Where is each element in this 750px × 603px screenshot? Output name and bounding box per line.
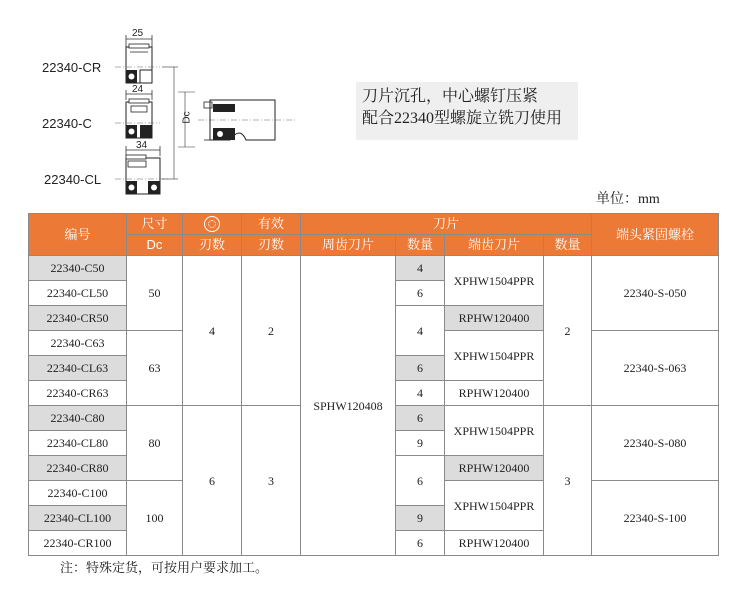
label-22340-cr: 22340-CR (42, 60, 102, 75)
qty2-cell: 3 (544, 406, 592, 556)
qty2-cell: 2 (544, 256, 592, 406)
flutes-cell: 6 (183, 406, 242, 556)
header-flutes: 刃数 (183, 235, 242, 256)
description-line-1: 刀片沉孔，中心螺钉压紧 (362, 88, 539, 105)
unit-label: 单位：mm (596, 192, 660, 207)
cl-cutter-drawing (115, 146, 168, 194)
spec-table (28, 213, 719, 556)
end-insert-cell: XPHW1504PPR (445, 406, 544, 456)
end-insert-cell: RPHW120400 (445, 456, 544, 481)
bolt-cell: 22340-S-063 (592, 331, 719, 406)
code-cell: 22340-C50 (29, 256, 127, 281)
c-cutter-drawing (115, 90, 160, 138)
qty1-cell: 6 (396, 406, 445, 431)
code-cell: 22340-CR80 (29, 456, 127, 481)
end-insert-cell: RPHW120400 (445, 531, 544, 556)
effective-cell: 2 (242, 256, 301, 406)
dc-cell: 80 (127, 406, 183, 481)
qty1-cell: 4 (396, 381, 445, 406)
qty1-cell: 9 (396, 506, 445, 531)
code-cell: 22340-CL100 (29, 506, 127, 531)
label-22340-c: 22340-C (42, 116, 92, 131)
header-size: 尺寸 (127, 214, 183, 235)
qty1-cell: 4 (396, 256, 445, 281)
flutes-cell: 4 (183, 256, 242, 406)
qty1-cell: 4 (396, 306, 445, 356)
code-cell: 22340-C63 (29, 331, 127, 356)
header-flutes-icon-cell (183, 214, 242, 235)
header-qty-2: 数量 (544, 235, 592, 256)
peripheral-cell: SPHW120408 (301, 256, 396, 556)
cutter-teeth-icon (204, 216, 220, 232)
code-cell: 22340-C80 (29, 406, 127, 431)
header-peripheral: 周齿刀片 (301, 235, 396, 256)
header-size-dc: Dc (127, 235, 183, 256)
header-code: 编号 (29, 214, 127, 256)
code-cell: 22340-C100 (29, 481, 127, 506)
bolt-cell: 22340-S-100 (592, 481, 719, 556)
qty1-cell: 6 (396, 456, 445, 506)
bolt-cell: 22340-S-080 (592, 406, 719, 481)
dim-cr-width: 25 (132, 28, 144, 39)
table-row (29, 256, 719, 281)
end-insert-cell: RPHW120400 (445, 306, 544, 331)
qty1-cell: 6 (396, 531, 445, 556)
qty1-cell: 9 (396, 431, 445, 456)
dc-cell: 63 (127, 331, 183, 406)
header-effective-flutes: 刃数 (242, 235, 301, 256)
effective-cell: 3 (242, 406, 301, 556)
end-insert-cell: XPHW1504PPR (445, 481, 544, 531)
code-cell: 22340-CR50 (29, 306, 127, 331)
header-effective: 有效 (242, 214, 301, 235)
code-cell: 22340-CL80 (29, 431, 127, 456)
code-cell: 22340-CR63 (29, 381, 127, 406)
header-qty-1: 数量 (396, 235, 445, 256)
qty1-cell: 6 (396, 281, 445, 306)
dim-cl-width: 34 (136, 140, 148, 151)
dc-cell: 100 (127, 481, 183, 556)
cr-cutter-drawing (115, 35, 160, 83)
dc-cell: 50 (127, 256, 183, 331)
label-22340-cl: 22340-CL (44, 172, 102, 187)
footnote: 注：特殊定货，可按用户要求加工。 (60, 560, 269, 575)
end-insert-cell: XPHW1504PPR (445, 256, 544, 306)
code-cell: 22340-CL50 (29, 281, 127, 306)
dim-c-width: 24 (132, 84, 144, 95)
product-diagram (0, 0, 750, 210)
description-line-2: 配合22340型螺旋立铣刀使用 (362, 110, 563, 127)
code-cell: 22340-CR100 (29, 531, 127, 556)
end-insert-cell: RPHW120400 (445, 381, 544, 406)
side-view-drawing (198, 100, 296, 140)
dim-dc: Dc (181, 111, 193, 124)
end-insert-cell: XPHW1504PPR (445, 331, 544, 381)
bolt-cell: 22340-S-050 (592, 256, 719, 331)
description-box (356, 82, 578, 140)
qty1-cell: 6 (396, 356, 445, 381)
header-bolt: 端头紧固螺栓 (592, 214, 719, 256)
code-cell: 22340-CL63 (29, 356, 127, 381)
header-inserts: 刀片 (301, 214, 592, 235)
header-end: 端齿刀片 (445, 235, 544, 256)
